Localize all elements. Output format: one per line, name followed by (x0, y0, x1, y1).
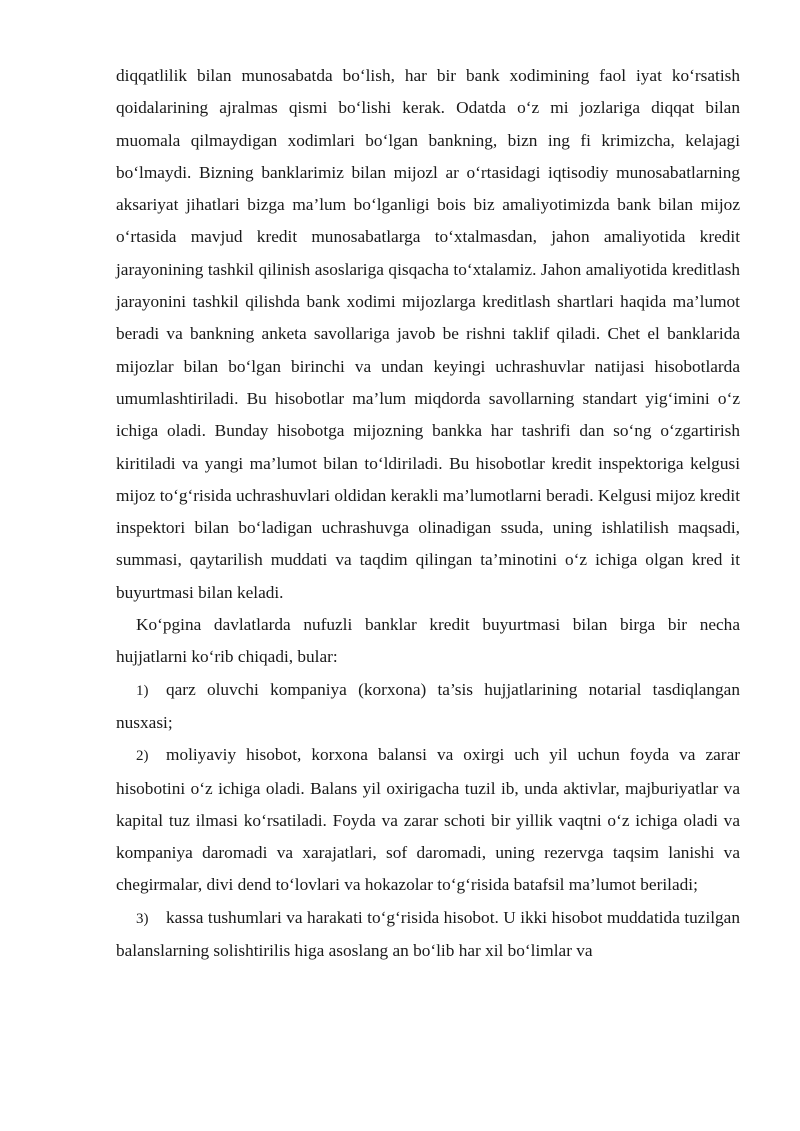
list-number: 1) (136, 682, 149, 699)
list-item-2 (116, 739, 740, 901)
list-text: moliyaviy hisobot, korxona balansi va oxirgi uch yil uchun foyda va zarar hisobotini o‘z ichiga oladi. Balans yil oxirigacha tuzil ib, unda aktivlar, majburiyatlar va kapital tuz ilmasi ko‘rsatiladi. Foyda va zarar schoti bir yillik vaqtni o‘z ichiga oladi va kompaniya daromadi va xarajatlari, sof daromadi, uning rezervga taqsim lanishi va chegirmalar, divi dend to‘lovlari va hokazolar to‘g‘risida batafsil ma’lumot beriladi; (116, 745, 740, 895)
paragraph-2: Ko‘pgina davlatlarda nufuzli banklar kredit buyurtmasi bilan birga bir necha hujjatlarni ko‘rib chiqadi, bular: (116, 615, 740, 667)
list-item-1 (116, 674, 740, 740)
list-item-3 (116, 902, 740, 968)
list-number: 3) (136, 910, 149, 927)
list-text: kassa tushumlari va harakati to‘g‘risida hisobot. U ikki hisobot muddatida tuzilgan balanslarning solishtirilis higa asoslang an bo‘lib har xil bo‘limlar va (116, 907, 740, 961)
list-number: 2) (136, 748, 149, 765)
document-body (116, 60, 740, 967)
paragraph-1: diqqatlilik bilan munosabatda bo‘lish, har bir bank xodimining faol iyat ko‘rsatish qoidalarining ajralmas qismi bo‘lishi kerak. Odatda o‘z mi jozlariga diqqat bilan muomala qilmaydigan xodimlari bo‘lgan bankning, bizn ing fi krimizcha, kelajagi bo‘lmaydi. Bizning banklarimiz bilan mijozl ar o‘rtasidagi iqtisodiy munosabatlarning aksariyat jihatlari bizga ma’lum bo‘lganligi bois biz amaliyotimizda bank bilan mijoz o‘rtasida mavjud kredit munosabatlarga to‘xtalmasdan, jahon amaliyotida kredit jarayonining tashkil qilinish asoslariga qisqacha to‘xtalamiz. Jahon amaliyotida kreditlash jarayonini tashkil qilishda bank xodimi mijozlarga kreditlash shartlari haqida ma’lumot beradi va bankning anketa savollariga javob be rishni taklif qiladi. Chet el banklarida mijozlar bilan bo‘lgan birinchi va undan keyingi uchrashuvlar natijasi hisobotlarda umumlashtiriladi. Bu hisobotlar ma’lum miqdorda savollarning standart yig‘imini o‘z ichiga oladi. Bunday hisobotga mijozning bankka har tashrifi dan so‘ng o‘zgartirish kiritiladi va yangi ma’lumot bilan to‘ldiriladi. Bu hisobotlar kredit inspektoriga kelgusi mijoz to‘g‘risida uchrashuvlari oldidan kerakli ma’lumotlarni beradi. Kelgusi mijoz kredit inspektori bilan bo‘ladigan uchrashuvga olinadigan ssuda, uning ishlatilish maqsadi, summasi, qaytarilish muddati va taqdim qilingan ta’minotini o‘z ichiga olgan kred it buyurtmasi bilan keladi. (116, 66, 740, 602)
list-text: qarz oluvchi kompaniya (korxona) ta’sis hujjatlarining notarial tasdiqlangan nusxasi; (116, 679, 740, 732)
